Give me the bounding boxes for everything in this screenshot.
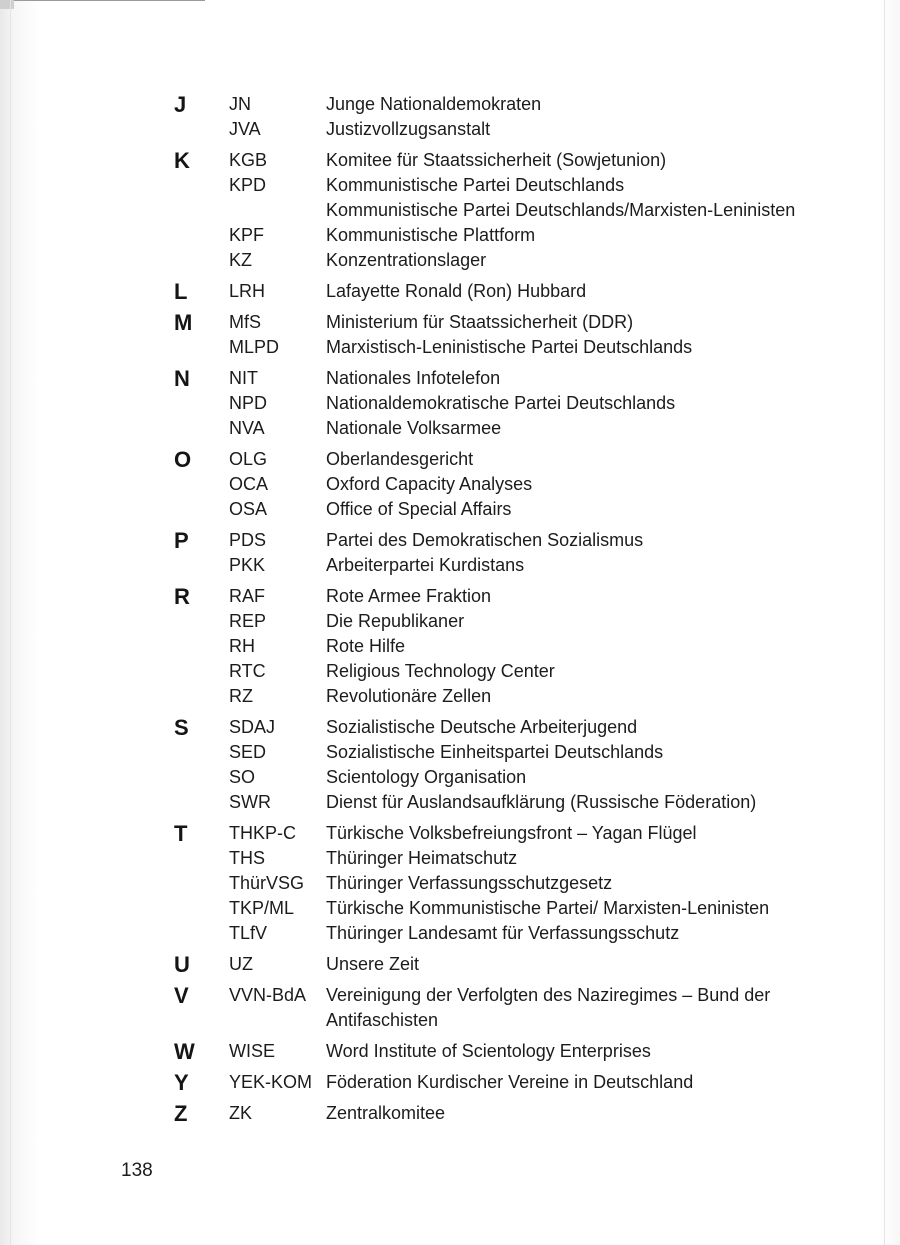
abbreviation: NVA bbox=[229, 418, 265, 438]
abbreviation: MLPD bbox=[229, 337, 280, 357]
glossary-entry bbox=[229, 117, 749, 142]
glossary-entry bbox=[229, 1039, 749, 1064]
expansion: Rote Armee Fraktion bbox=[326, 586, 492, 606]
section-letter: V bbox=[174, 983, 189, 1008]
abbreviation: THKP-C bbox=[229, 823, 296, 843]
section-letter: N bbox=[174, 366, 190, 391]
expansion: Türkische Volksbefreiungsfront – Yagan Flügel bbox=[326, 823, 697, 843]
section-letter: M bbox=[174, 310, 193, 335]
letter-group bbox=[0, 1070, 900, 1095]
expansion: Dienst für Auslandsaufklärung (Russische Föderation) bbox=[326, 792, 757, 812]
expansion: Partei des Demokratischen Sozialismus bbox=[326, 530, 644, 550]
letter-group bbox=[0, 952, 900, 977]
entry-list bbox=[229, 310, 749, 360]
entry-list bbox=[229, 821, 770, 946]
glossary-entry bbox=[229, 198, 796, 223]
expansion: Thüringer Heimatschutz bbox=[326, 848, 518, 868]
glossary-entry bbox=[229, 447, 749, 472]
expansion: Vereinigung der Verfolgten des Naziregimes – Bund der Antifaschisten bbox=[326, 985, 771, 1030]
letter-group bbox=[0, 1039, 900, 1064]
section-letter: T bbox=[174, 821, 188, 846]
expansion: Sozialistische Deutsche Arbeiterjugend bbox=[326, 717, 638, 737]
glossary-entry bbox=[229, 92, 749, 117]
expansion: Die Republikaner bbox=[326, 611, 465, 631]
abbreviation: PDS bbox=[229, 530, 267, 550]
glossary-entry bbox=[229, 173, 749, 198]
abbreviation: OSA bbox=[229, 499, 268, 519]
glossary-entry bbox=[229, 821, 749, 846]
letter-group bbox=[0, 821, 900, 946]
abbreviation: SED bbox=[229, 742, 267, 762]
glossary-entry bbox=[229, 497, 749, 522]
letter-group bbox=[0, 715, 900, 815]
glossary-entry bbox=[229, 528, 749, 553]
letter-group bbox=[0, 310, 900, 360]
expansion: Kommunistische Partei Deutschlands/Marxisten-Leninisten bbox=[326, 200, 796, 220]
glossary-entry bbox=[229, 715, 749, 740]
entry-list bbox=[229, 92, 749, 142]
section-letter: J bbox=[174, 92, 187, 117]
section-letter: U bbox=[174, 952, 190, 977]
abbreviation: THS bbox=[229, 848, 265, 868]
glossary-entry bbox=[229, 584, 749, 609]
glossary-entry bbox=[229, 223, 749, 248]
glossary-entry bbox=[229, 790, 757, 815]
section-letter: L bbox=[174, 279, 188, 304]
abbreviation: WISE bbox=[229, 1041, 276, 1061]
glossary-entry bbox=[229, 391, 749, 416]
expansion: Justizvollzugsanstalt bbox=[326, 119, 491, 139]
glossary-entry bbox=[229, 366, 749, 391]
glossary-entry bbox=[229, 279, 749, 304]
abbreviation: KZ bbox=[229, 250, 253, 270]
glossary-entry bbox=[229, 148, 749, 173]
glossary-entry bbox=[229, 983, 771, 1033]
entry-list bbox=[229, 715, 757, 815]
expansion: Marxistisch-Leninistische Partei Deutschlands bbox=[326, 337, 693, 357]
abbreviation: ThürVSG bbox=[229, 873, 305, 893]
abbreviation: RTC bbox=[229, 661, 266, 681]
glossary-entry bbox=[229, 921, 749, 946]
expansion: Oberlandesgericht bbox=[326, 449, 474, 469]
abbreviation: OLG bbox=[229, 449, 268, 469]
glossary-entry bbox=[229, 609, 749, 634]
abbreviation: SO bbox=[229, 767, 256, 787]
expansion: Komitee für Staatssicherheit (Sowjetunion) bbox=[326, 150, 667, 170]
expansion: Thüringer Landesamt für Verfassungsschutz bbox=[326, 923, 680, 943]
glossary-entry bbox=[229, 335, 749, 360]
expansion: Ministerium für Staatssicherheit (DDR) bbox=[326, 312, 634, 332]
expansion: Scientology Organisation bbox=[326, 767, 527, 787]
glossary-entry bbox=[229, 765, 749, 790]
section-letter: R bbox=[174, 584, 190, 609]
letter-group bbox=[0, 279, 900, 304]
glossary-entry bbox=[229, 684, 749, 709]
entry-list bbox=[229, 1101, 749, 1126]
entry-list bbox=[229, 148, 796, 273]
abbreviation: RH bbox=[229, 636, 255, 656]
expansion: Konzentrationslager bbox=[326, 250, 487, 270]
abbreviation: RAF bbox=[229, 586, 265, 606]
abbreviation: REP bbox=[229, 611, 267, 631]
section-letter: S bbox=[174, 715, 189, 740]
expansion: Word Institute of Scientology Enterprises bbox=[326, 1041, 651, 1061]
abbreviation: SWR bbox=[229, 792, 271, 812]
abbreviation: LRH bbox=[229, 281, 266, 301]
page-number: 138 bbox=[121, 1160, 153, 1181]
abbreviation: MfS bbox=[229, 312, 262, 332]
expansion: Nationales Infotelefon bbox=[326, 368, 501, 388]
expansion: Arbeiterpartei Kurdistans bbox=[326, 555, 525, 575]
expansion: Rote Hilfe bbox=[326, 636, 406, 656]
letter-group bbox=[0, 92, 900, 142]
entry-list bbox=[229, 528, 749, 578]
section-letter: P bbox=[174, 528, 189, 553]
abbreviation: SDAJ bbox=[229, 717, 276, 737]
glossary-entry bbox=[229, 248, 749, 273]
section-letter: O bbox=[174, 447, 192, 472]
glossary-entry bbox=[229, 1101, 749, 1126]
entry-list bbox=[229, 1039, 749, 1064]
glossary-entry bbox=[229, 472, 749, 497]
expansion: Kommunistische Partei Deutschlands bbox=[326, 175, 625, 195]
expansion: Revolutionäre Zellen bbox=[326, 686, 492, 706]
scan-corner-mark bbox=[0, 0, 205, 10]
expansion: Nationaldemokratische Partei Deutschlands bbox=[326, 393, 676, 413]
expansion: Office of Special Affairs bbox=[326, 499, 512, 519]
expansion: Türkische Kommunistische Partei/ Marxisten-Leninisten bbox=[326, 898, 770, 918]
expansion: Kommunistische Plattform bbox=[326, 225, 536, 245]
entry-list bbox=[229, 584, 749, 709]
entry-list bbox=[229, 366, 749, 441]
glossary-entry bbox=[229, 871, 749, 896]
expansion: Föderation Kurdischer Vereine in Deutschland bbox=[326, 1072, 694, 1092]
entry-list bbox=[229, 983, 771, 1033]
expansion: Junge Nationaldemokraten bbox=[326, 94, 542, 114]
expansion: Lafayette Ronald (Ron) Hubbard bbox=[326, 281, 587, 301]
glossary-entry bbox=[229, 553, 749, 578]
glossary-entry bbox=[229, 846, 749, 871]
expansion: Thüringer Verfassungsschutzgesetz bbox=[326, 873, 613, 893]
abbreviation-glossary bbox=[0, 92, 900, 1132]
abbreviation: KGB bbox=[229, 150, 268, 170]
abbreviation: KPF bbox=[229, 225, 265, 245]
letter-group bbox=[0, 1101, 900, 1126]
glossary-entry bbox=[229, 740, 749, 765]
glossary-entry bbox=[229, 416, 749, 441]
section-letter: K bbox=[174, 148, 190, 173]
expansion: Religious Technology Center bbox=[326, 661, 555, 681]
glossary-entry bbox=[229, 659, 749, 684]
glossary-entry bbox=[229, 1070, 749, 1095]
entry-list bbox=[229, 279, 749, 304]
section-letter: Y bbox=[174, 1070, 189, 1095]
abbreviation: UZ bbox=[229, 954, 253, 974]
abbreviation: ZK bbox=[229, 1103, 253, 1123]
letter-group bbox=[0, 528, 900, 578]
entry-list bbox=[229, 1070, 749, 1095]
abbreviation: YEK-KOM bbox=[229, 1072, 313, 1092]
abbreviation: JVA bbox=[229, 119, 261, 139]
expansion: Unsere Zeit bbox=[326, 954, 420, 974]
expansion: Nationale Volksarmee bbox=[326, 418, 502, 438]
abbreviation: VVN-BdA bbox=[229, 985, 307, 1005]
abbreviation: NIT bbox=[229, 368, 258, 388]
expansion: Sozialistische Einheitspartei Deutschlands bbox=[326, 742, 664, 762]
abbreviation: PKK bbox=[229, 555, 266, 575]
abbreviation: NPD bbox=[229, 393, 268, 413]
abbreviation: TLfV bbox=[229, 923, 268, 943]
glossary-entry bbox=[229, 952, 749, 977]
glossary-entry bbox=[229, 634, 749, 659]
letter-group bbox=[0, 148, 900, 273]
abbreviation: RZ bbox=[229, 686, 253, 706]
glossary-entry bbox=[229, 310, 749, 335]
entry-list bbox=[229, 952, 749, 977]
abbreviation: JN bbox=[229, 94, 251, 114]
expansion: Oxford Capacity Analyses bbox=[326, 474, 533, 494]
letter-group bbox=[0, 584, 900, 709]
abbreviation: OCA bbox=[229, 474, 269, 494]
section-letter: W bbox=[174, 1039, 195, 1064]
expansion: Zentralkomitee bbox=[326, 1103, 446, 1123]
section-letter: Z bbox=[174, 1101, 188, 1126]
abbreviation: TKP/ML bbox=[229, 898, 295, 918]
letter-group bbox=[0, 983, 900, 1033]
letter-group bbox=[0, 447, 900, 522]
entry-list bbox=[229, 447, 749, 522]
glossary-entry bbox=[229, 896, 770, 921]
letter-group bbox=[0, 366, 900, 441]
abbreviation: KPD bbox=[229, 175, 267, 195]
